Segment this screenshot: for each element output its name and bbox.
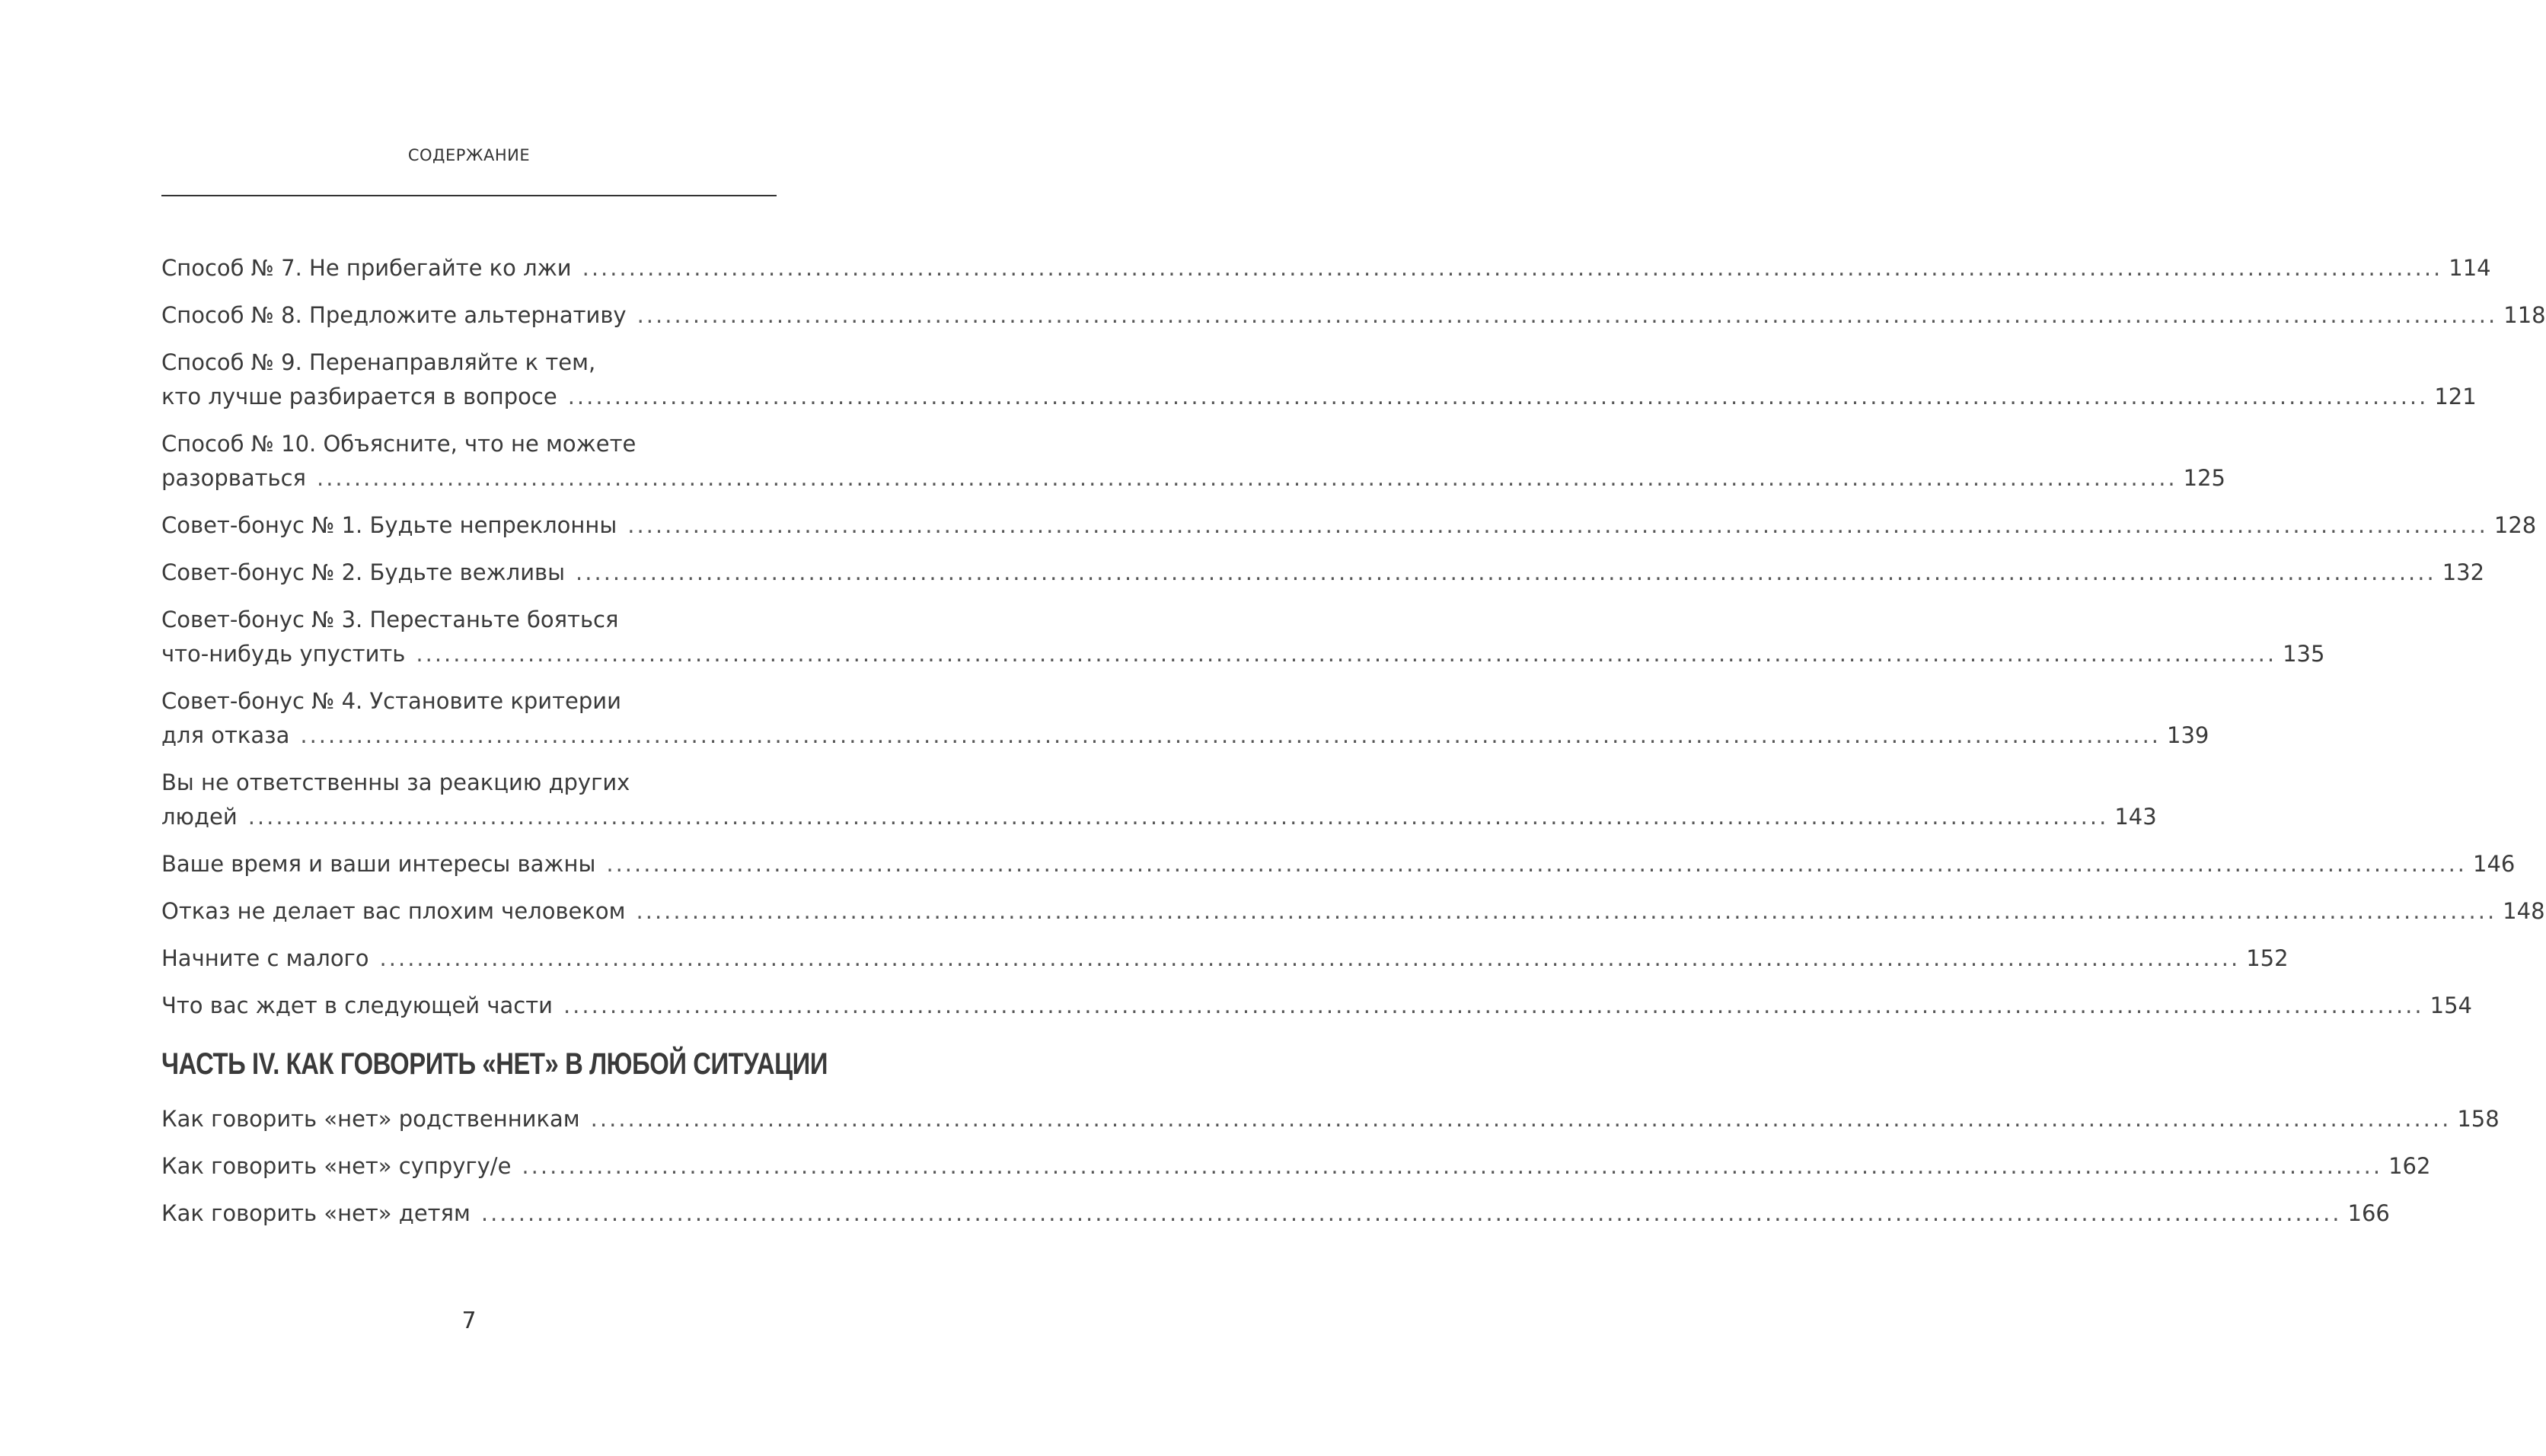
toc-entry-title-line: что-нибудь упустить: [161, 641, 406, 667]
toc-entry-title-line: Вы не ответственны за реакцию других: [161, 769, 630, 795]
toc-entry-title-line: Способ № 9. Перенаправляйте к тем,: [161, 349, 596, 375]
toc-entry: [161, 847, 2516, 881]
toc-entry-row: [161, 556, 2485, 590]
toc-entry-title-line: людей: [161, 804, 238, 830]
toc-entry-row: [161, 800, 2157, 834]
toc-entry: [161, 346, 2477, 414]
dot-leader: ........................................................................................................................................................................................................: [247, 804, 2109, 830]
toc-entry-page: 118: [2503, 302, 2546, 328]
toc-entry-title-line: Ваше время и ваши интересы важны: [161, 851, 596, 877]
toc-entry: [161, 1102, 2500, 1136]
toc-entry: [161, 894, 2545, 929]
toc-entry-title-line: Совет-бонус № 2. Будьте вежливы: [161, 559, 566, 585]
toc-entry-page: 166: [2347, 1200, 2390, 1226]
table-of-contents: [161, 251, 2546, 1244]
toc-entry: [161, 251, 2491, 285]
toc-entry-title-line: Способ № 8. Предложите альтернативу: [161, 302, 627, 328]
toc-entry-page: 139: [2167, 722, 2209, 748]
dot-leader: ........................................................................................................................................................................................................: [576, 559, 2436, 585]
dot-leader: ........................................................................................................................................................................................................: [606, 851, 2468, 877]
dot-leader: ........................................................................................................................................................................................................: [300, 722, 2162, 748]
toc-entry-page: 143: [2114, 804, 2157, 830]
toc-entry-page: 121: [2434, 384, 2477, 409]
dot-leader: ........................................................................................................................................................................................................: [636, 898, 2497, 924]
toc-entry-row: [161, 298, 2546, 333]
toc-entry-row: [161, 251, 2491, 285]
toc-entry: [161, 1196, 2390, 1231]
toc-entry-row: [161, 508, 2537, 543]
toc-entry: [161, 603, 2325, 671]
dot-leader: ........................................................................................................................................................................................................: [567, 384, 2429, 409]
header-rule: [161, 195, 777, 196]
toc-entry-page: 148: [2503, 898, 2545, 924]
dot-leader: ........................................................................................................................................................................................................: [582, 255, 2443, 281]
toc-entry-page: 146: [2473, 851, 2516, 877]
dot-leader: ........................................................................................................................................................................................................: [480, 1200, 2342, 1226]
toc-entry-title-line: Совет-бонус № 4. Установите критерии: [161, 688, 621, 714]
toc-entry-title-line: Способ № 7. Не прибегайте ко лжи: [161, 255, 572, 281]
toc-part-entries: [161, 1102, 2500, 1231]
dot-leader: ........................................................................................................................................................................................................: [416, 641, 2277, 667]
toc-entry-title-line: Отказ не делает вас плохим человеком: [161, 898, 626, 924]
toc-entry-row: [161, 1196, 2390, 1231]
toc-entry-row: [161, 718, 2209, 753]
toc-entry: [161, 766, 2157, 834]
dot-leader: ........................................................................................................................................................................................................: [522, 1153, 2383, 1179]
toc-entry-title-line: Совет-бонус № 3. Перестаньте бояться: [161, 607, 619, 632]
toc-entry-row: [161, 894, 2545, 929]
toc-entry-page: 125: [2183, 465, 2226, 491]
toc-entry: [161, 684, 2209, 753]
dot-leader: ........................................................................................................................................................................................................: [379, 945, 2241, 971]
toc-entry: [161, 508, 2537, 543]
part-heading: ЧАСТЬ IV. КАК ГОВОРИТЬ «НЕТ» В ЛЮБОЙ СИТУАЦИИ: [161, 1047, 828, 1081]
dot-leader: ........................................................................................................................................................................................................: [636, 302, 2498, 328]
dot-leader: ........................................................................................................................................................................................................: [627, 512, 2488, 538]
toc-entry-row: [161, 1102, 2500, 1136]
toc-entry: [161, 427, 2226, 495]
toc-entry-page: 152: [2246, 945, 2289, 971]
toc-entry-row: [161, 380, 2477, 414]
dot-leader: ........................................................................................................................................................................................................: [590, 1106, 2452, 1132]
toc-entry-title-line: Как говорить «нет» супругу/е: [161, 1153, 512, 1179]
toc-entry: [161, 989, 2472, 1023]
toc-entry-row: [161, 637, 2325, 671]
toc-entry-page: 114: [2449, 255, 2491, 281]
toc-entry-row: [161, 989, 2472, 1023]
toc-entry-title-line: Что вас ждет в следующей части: [161, 992, 553, 1018]
page-number: 7: [461, 1308, 477, 1334]
toc-entry-page: 162: [2388, 1153, 2431, 1179]
toc-entry: [161, 1149, 2431, 1184]
toc-entry-title-line: для отказа: [161, 722, 290, 748]
toc-entry-title-line: Как говорить «нет» детям: [161, 1200, 471, 1226]
dot-leader: ........................................................................................................................................................................................................: [317, 465, 2178, 491]
dot-leader: ........................................................................................................................................................................................................: [563, 992, 2424, 1018]
toc-entry-page: 128: [2493, 512, 2537, 538]
toc-entry-page: 154: [2430, 992, 2472, 1018]
toc-entry-row: [161, 941, 2289, 976]
toc-entry-page: 135: [2283, 641, 2325, 667]
toc-entry-page: 158: [2457, 1106, 2500, 1132]
toc-entry-row: [161, 1149, 2431, 1184]
toc-entry-title-line: Начните с малого: [161, 945, 369, 971]
toc-entries: [161, 251, 2546, 1023]
toc-entry: [161, 941, 2289, 976]
toc-entry-title-line: Как говорить «нет» родственникам: [161, 1106, 580, 1132]
toc-entry: [161, 298, 2546, 333]
toc-entry-title-line: разорваться: [161, 465, 306, 491]
toc-entry-row: [161, 847, 2516, 881]
toc-entry: [161, 556, 2485, 590]
toc-entry-title-line: кто лучше разбирается в вопросе: [161, 384, 557, 409]
toc-entry-row: [161, 461, 2226, 495]
toc-entry-title-line: Способ № 10. Объясните, что не можете: [161, 431, 636, 457]
toc-entry-page: 132: [2442, 559, 2485, 585]
toc-entry-title-line: Совет-бонус № 1. Будьте непреклонны: [161, 512, 617, 538]
running-title: СОДЕРЖАНИЕ: [407, 146, 531, 164]
